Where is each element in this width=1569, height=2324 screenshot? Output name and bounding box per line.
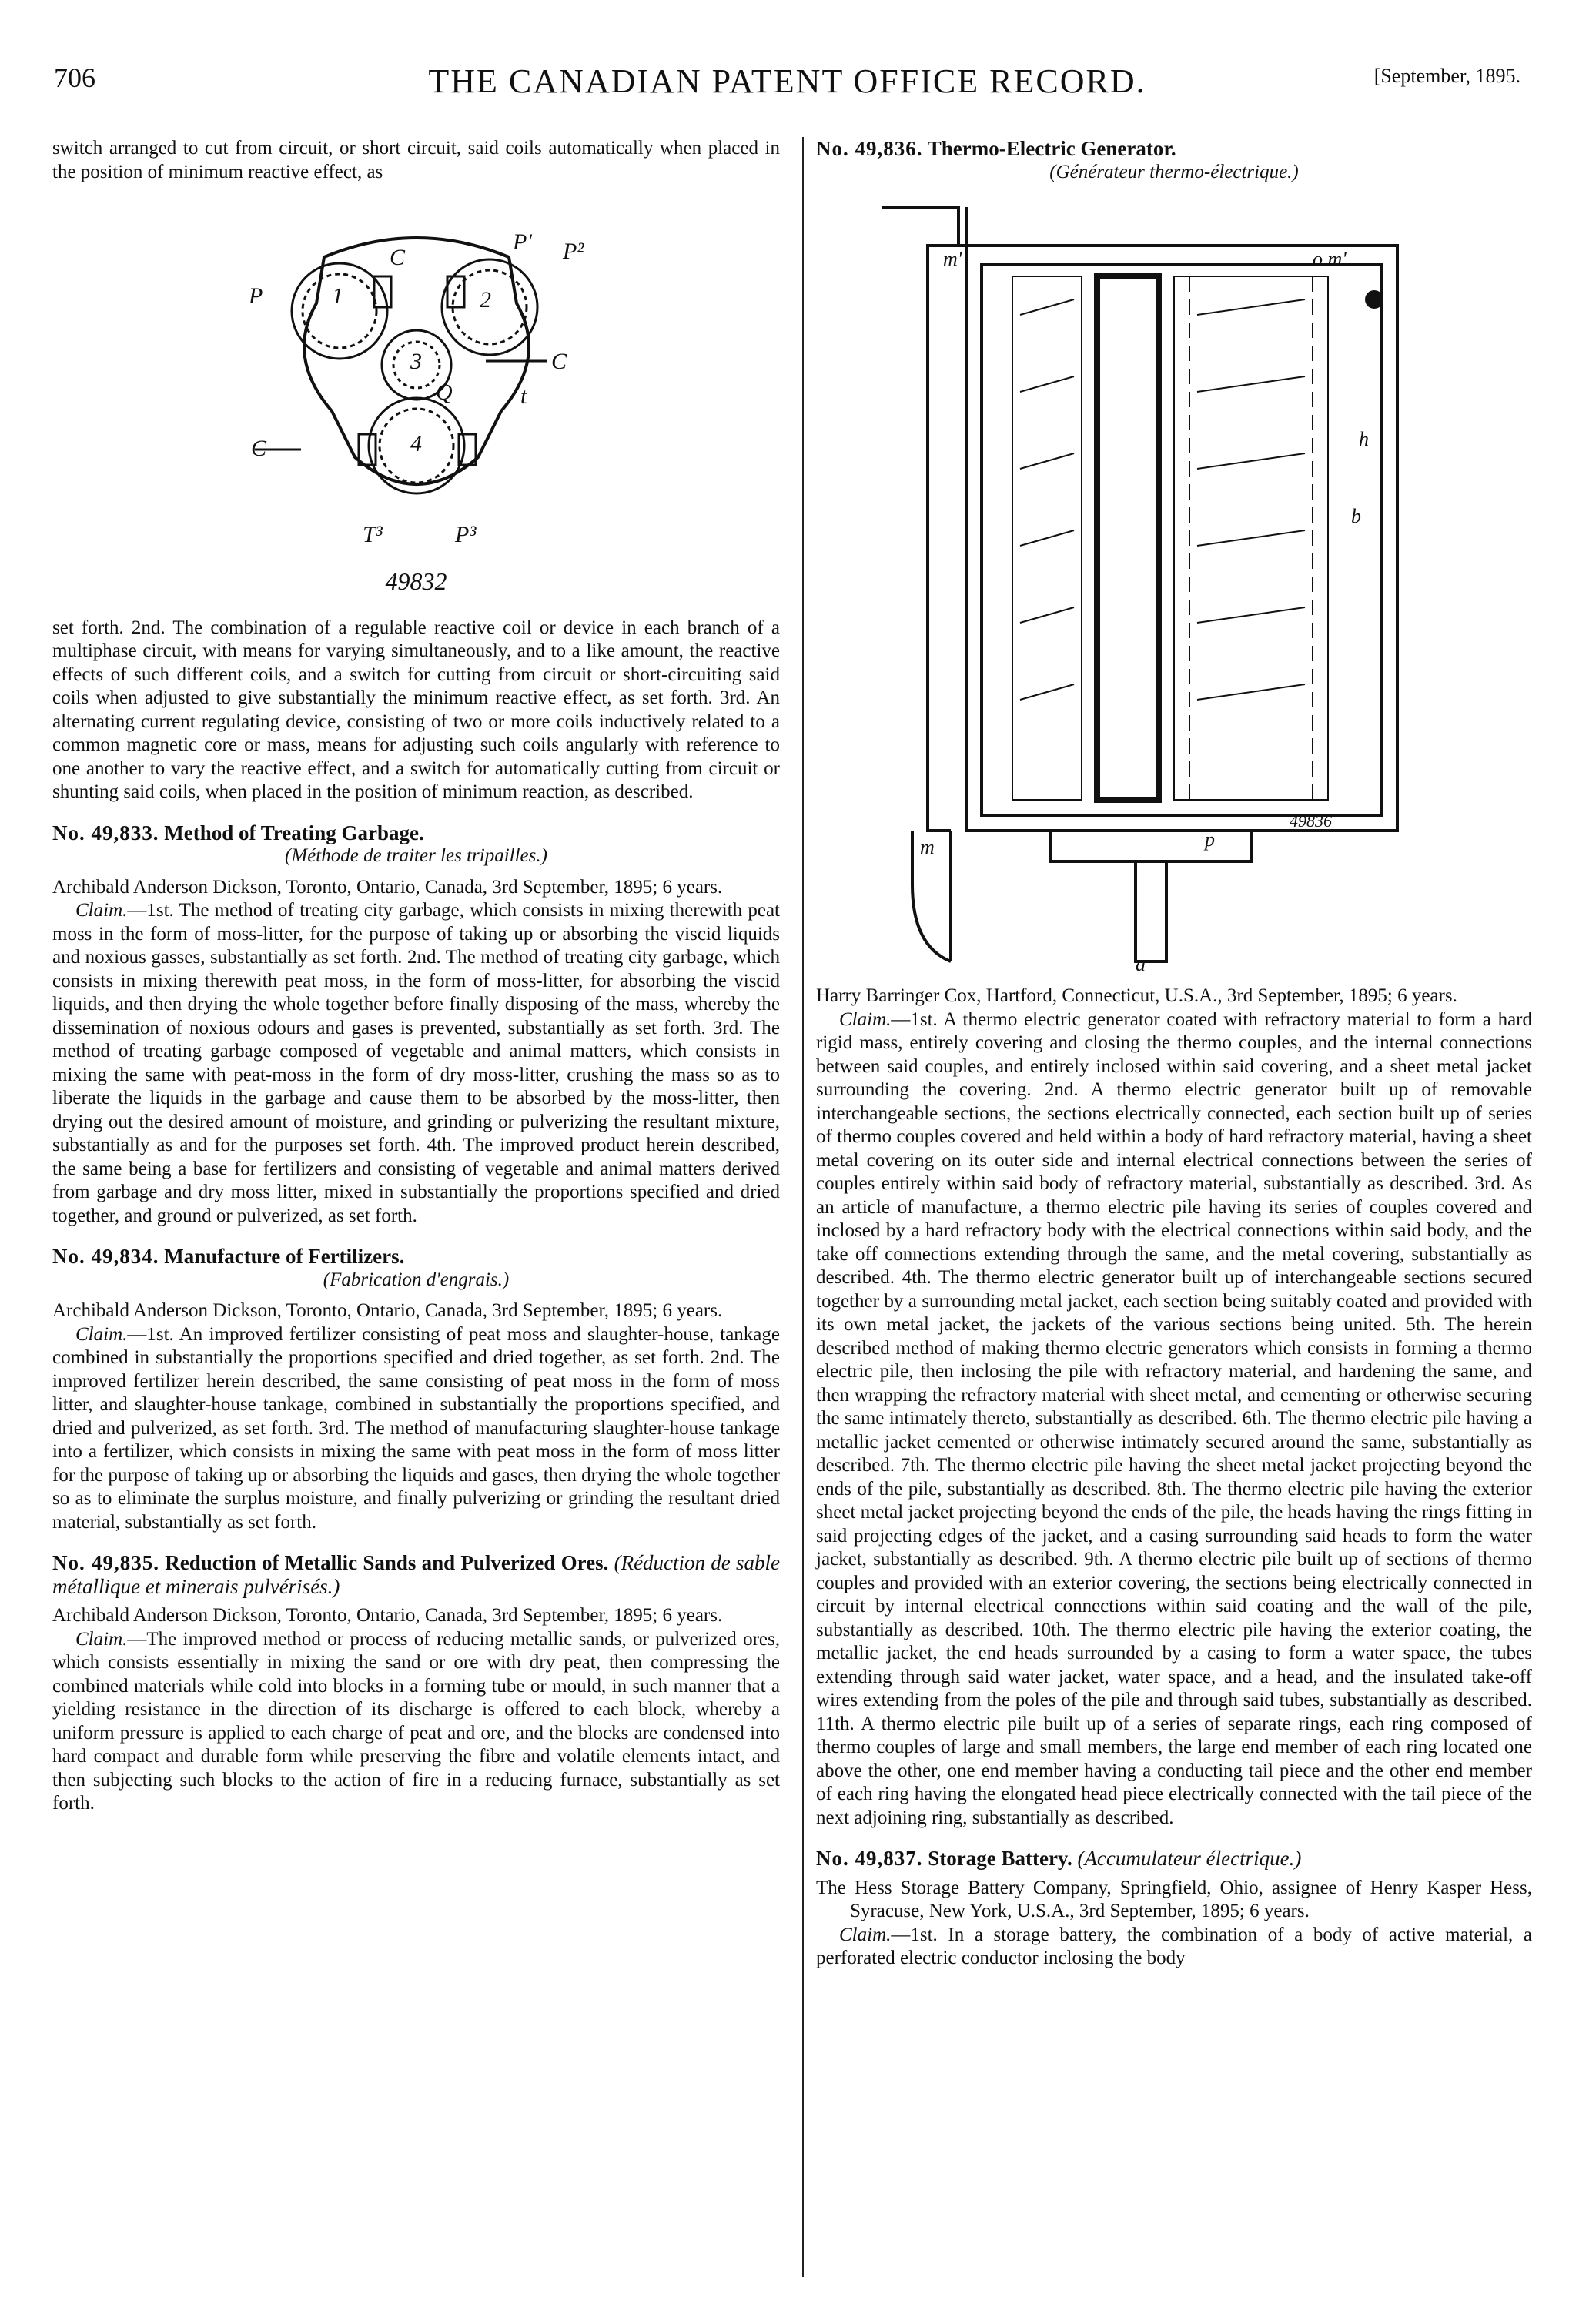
svg-text:4: 4 <box>410 431 422 456</box>
entry-49835-title: Reduction of Metallic Sands and Pulverized Ores. <box>165 1551 609 1574</box>
entry-49835-number: No. 49,835. <box>52 1551 159 1574</box>
svg-text:C: C <box>389 245 405 270</box>
journal-title: THE CANADIAN PATENT OFFICE RECORD. <box>428 62 1146 100</box>
entry-49833-french-title: (Méthode de traiter les tripailles.) <box>285 845 547 866</box>
svg-text:P³: P³ <box>454 522 476 547</box>
entry-49833-number: No. 49,833. <box>52 821 159 844</box>
entry-49834-french-title: (Fabrication d'engrais.) <box>323 1269 510 1290</box>
column-divider <box>802 137 804 2277</box>
entry-49835-claim <box>52 1628 780 1816</box>
svg-text:P²: P² <box>562 239 584 264</box>
continuation-text-top: switch arranged to cut from circuit, or short circuit, said coils automatically when placed in the position of minimum reactive effect, as <box>52 138 780 182</box>
svg-text:o m': o m' <box>1313 248 1347 270</box>
svg-text:P': P' <box>512 229 532 255</box>
svg-text:b: b <box>1351 505 1361 527</box>
claim-label: Claim. <box>75 1323 128 1345</box>
svg-text:1: 1 <box>331 283 343 309</box>
right-column <box>816 137 1532 1971</box>
page-number: 706 <box>54 62 95 93</box>
svg-text:3: 3 <box>410 349 422 374</box>
figure-caption-49832: 49832 <box>385 567 447 595</box>
entry-49833-claim <box>52 899 780 1228</box>
claim-text: —1st. In a storage battery, the combination of a body of active material, a perforated electric conductor inclosing the body <box>816 1924 1532 1968</box>
entry-49837-inventor: The Hess Storage Battery Company, Springfield, Ohio, assignee of Henry Kasper Hess, Syracuse, New York, U.S.A., 3rd September, 1895; 6 years. <box>816 1877 1532 1921</box>
patent-figure-49832 <box>209 203 624 565</box>
entry-49837-claim <box>816 1924 1532 1971</box>
entry-49837-title: Storage Battery. <box>928 1847 1072 1870</box>
claim-label: Claim. <box>839 1008 892 1030</box>
claim-text: —1st. A thermo electric generator coated with refractory material to form a hard rigid mass, entirely covering and closing the thermo couples, and the internal connections between said couples, and entirely inclosed within said covering, and a sheet metal jacket surrounding the covering. 2nd. A thermo electric generator built up of removable interchangeable sections, the sections electrically connected, each section built up of series of thermo couples covered and held within a body of hard refractory material, having a sheet metal covering on its outer side and internal electrical connections between the series of couples entirely within said body of refractory material, substantially as described. 3rd. As an article of manufacture, a thermo electric pile having its series of couples covered and inclosed by a hard refractory body with the electrical connections within said body, and the take off connections extending through the same, and the metal covering, substantially as described. 4th. The thermo electric generator built up of interchangeable sections secured together by a surrounding metal jacket, each section being suitably coated and provided with its own metal jacket, the jackets of the various sections being united. 5th. The herein described method of making thermo electric generators which consists in forming a thermo electric pile, then inclosing the pile with refractory material, and hardening the same, and then wrapping the refractory material with sheet metal, and cementing or otherwise securing the same intimately thereto, substantially as described. 6th. The thermo electric pile having a metallic jacket cemented or otherwise intimately secured around the same, substantially as described. 7th. The thermo electric pile having the sheet metal jacket projecting beyond the ends of the pile, substantially as described. 8th. The thermo electric pile having the exterior sheet metal jacket projecting beyond the ends of the pile, the heads having the rings fitting in said projecting edges of the jacket, and a casing surrounding said heads to form the water jacket, substantially as described. 9th. A thermo electric pile built up of sections of thermo couples and provided with an exterior covering, the sections being electrically connected in circuit by internal electrical connections within said coating and the wall of the pile, substantially as described. 10th. The thermo electric pile having the exterior coating, the metallic jacket, the end heads surrounded by a casing to form a water space, the tubes extending through said water jacket, water space, and a head, and the insulated take-off wires extending from the poles of the pile and through said tubes, substantially as described. 11th. A thermo electric pile built up of a series of separate rings, each ring composed of thermo couples of large and small members, the large end member of each ring located one above the other, one end member having a conducting tail piece and the other end member of each ring having the elongated head piece electrically connected with the tail piece of the next adjoining ring, substantially as described. <box>816 1008 1532 1828</box>
svg-text:h: h <box>1359 428 1369 450</box>
claim-text: —The improved method or process of reducing metallic sands, or pulverized ores, which consists essentially in mixing the sand or ore with dry peat, then compressing the combined materials while cold into blocks in a forming tube or mould, in such manner that a yielding resistance in the direction of its discharge is offered to each block, whereby a uniform pressure is applied to each charge of peat and ore, and the blocks are condensed into hard compact and durable form while preserving the fibre and volatile elements intact, and then subjecting such blocks to the action of fire in a reducing furnace, substantially as set forth. <box>52 1628 780 1814</box>
svg-text:C: C <box>250 436 266 461</box>
page-header <box>54 62 1520 108</box>
entry-49836-claim <box>816 1008 1532 1831</box>
svg-text:a: a <box>1136 953 1146 975</box>
entry-49837-number: No. 49,837. <box>816 1847 923 1870</box>
left-column <box>52 137 780 1816</box>
svg-text:t: t <box>520 383 527 409</box>
claim-label: Claim. <box>75 900 128 921</box>
entry-49834-heading <box>52 1245 780 1269</box>
entry-49835-inventor: Archibald Anderson Dickson, Toronto, Ontario, Canada, 3rd September, 1895; 6 years. <box>52 1605 723 1626</box>
claim-label: Claim. <box>75 1628 128 1650</box>
svg-text:P: P <box>248 283 263 309</box>
entry-49836-heading <box>816 137 1532 161</box>
entry-49835-french-title: (Réduction de sable métallique et minerais pulvérisés.) <box>52 1551 780 1598</box>
svg-text:m': m' <box>943 248 962 270</box>
entry-49833-inventor: Archibald Anderson Dickson, Toronto, Ontario, Canada, 3rd September, 1895; 6 years. <box>52 876 723 898</box>
continuation-text: set forth. 2nd. The combination of a regulable reactive coil or device in each branch of a multiphase circuit, with means for varying simultaneously, and to a like amount, the reactive effects of such different coils, and a switch for cutting from circuit or short-circuiting said coils when adjusted to give substantially the minimum reactive effect, as set forth. 3rd. An alternating current regulating device, consisting of two or more coils inductively related to a common magnetic core or mass, means for adjusting such coils angularly with reference to one another to vary the reactive effect, and a switch for automatically cutting from circuit or shunting said coils, when placed in the position of minimum reaction, as described. <box>52 617 780 802</box>
entry-49836-inventor: Harry Barringer Cox, Hartford, Connecticut, U.S.A., 3rd September, 1895; 6 years. <box>816 985 1457 1006</box>
entry-49834-inventor: Archibald Anderson Dickson, Toronto, Ontario, Canada, 3rd September, 1895; 6 years. <box>52 1300 723 1321</box>
entry-49835-heading <box>52 1551 780 1598</box>
entry-49837-heading <box>816 1847 1532 1871</box>
entry-49833-heading <box>52 821 780 845</box>
svg-text:C: C <box>550 349 567 374</box>
entry-49836-number: No. 49,836. <box>816 137 923 160</box>
svg-text:p: p <box>1205 828 1215 851</box>
svg-text:2: 2 <box>479 287 491 313</box>
entry-49834-claim <box>52 1323 780 1535</box>
patent-figure-49836 <box>851 192 1497 977</box>
svg-text:Q: Q <box>435 380 453 405</box>
entry-49836-french-title: (Générateur thermo-électrique.) <box>1049 161 1299 182</box>
entry-49834-number: No. 49,834. <box>52 1245 159 1268</box>
claim-text: —1st. An improved fertilizer consisting of peat moss and slaughter-house, tankage combined in substantially the proportions specified and dried together, as set forth. 2nd. The improved fertilizer herein described, the same consisting of peat moss in the form of moss litter, and slaughter-house tankage, combined in substantially the proportions specified, and dried and pulverized, as set forth. 3rd. The method of manufacturing slaughter-house tankage into a fertilizer, which consists in mixing the same with peat moss in the form of moss litter for the purpose of taking up or absorbing the liquids and gases, then drying the whole together so as to eliminate the surplus moisture, and finally pulverizing or grinding the resultant dried material, substantially as set forth. <box>52 1323 780 1533</box>
claim-label: Claim. <box>839 1924 892 1945</box>
entry-49837-french-title: (Accumulateur électrique.) <box>1077 1847 1302 1870</box>
figure-caption-49836: 49836 <box>1290 811 1332 831</box>
entry-49834-title: Manufacture of Fertilizers. <box>164 1245 405 1268</box>
entry-49836-title: Thermo-Electric Generator. <box>927 137 1176 160</box>
svg-text:T³: T³ <box>362 522 383 547</box>
claim-text: —1st. The method of treating city garbage, which consists in mixing therewith peat moss in the form of moss-litter, for the purpose of taking up or absorbing the viscid liquids and noxious gasses, substantially as set forth. 2nd. The method of treating city garbage, which consists in mixing therewith peat moss, in the form of moss-litter, for absorbing the viscid liquids, and then drying the whole together before finally disposing of the mass, whereby the dissemination of noxious odours and gases is prevented, substantially as set forth. 3rd. The method of treating garbage composed of vegetable and animal matters, which consists in mixing the same with peat-moss in the form of dry moss-litter, crushing the mass so as to liberate the liquids in the garbage and cause them to be absorbed by the moss-litter, then drying out the desired amount of moisture, and grinding or pulverizing the resultant mixture, substantially as and for the purposes set forth. 4th. The improved product herein described, the same being a base for fertilizers and consisting of vegetable and animal matters derived from garbage and dry moss litter, mixed in substantially the proportions specified and dried together, and ground or pulverized, as set forth. <box>52 900 780 1226</box>
issue-date: [September, 1895. <box>1373 65 1520 87</box>
svg-text:m: m <box>920 836 935 858</box>
entry-49833-title: Method of Treating Garbage. <box>164 821 424 844</box>
